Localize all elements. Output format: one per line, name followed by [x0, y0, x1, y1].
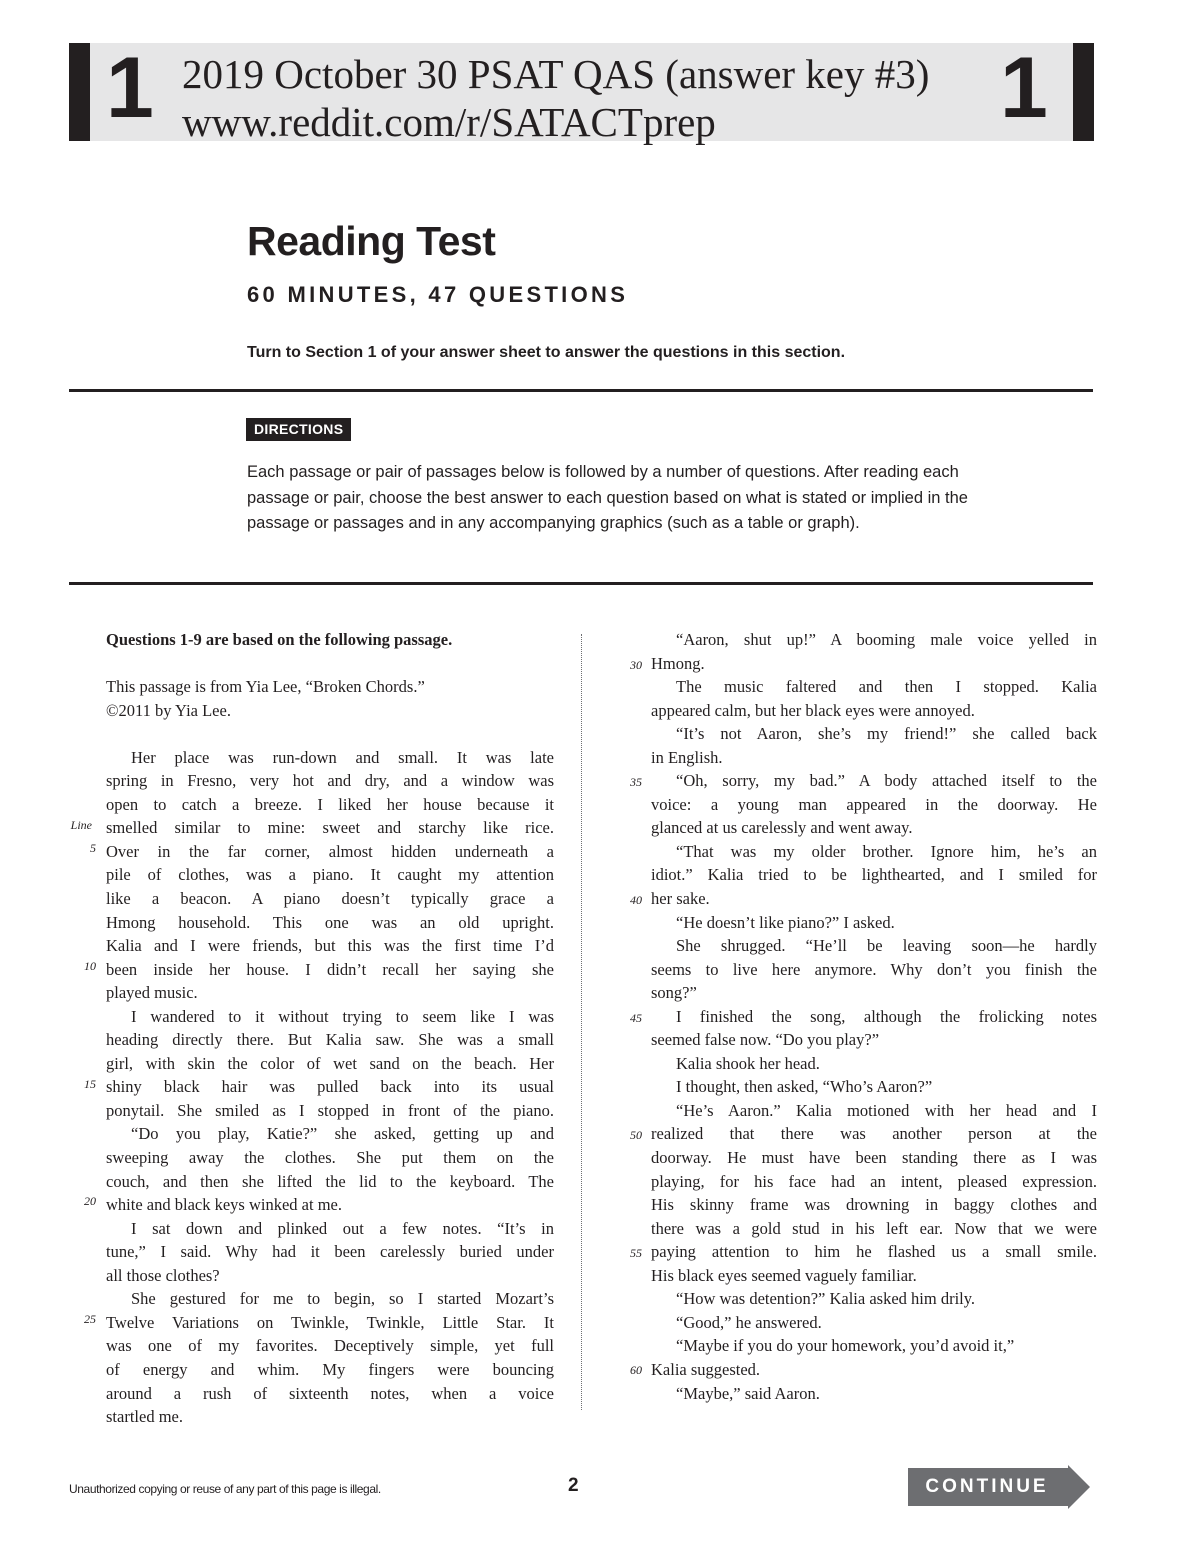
passage-line: She shrugged. “He’ll be leaving soon—he hardly [676, 936, 1097, 956]
line-number: 35 [630, 775, 642, 789]
header-title-line-2: www.reddit.com/r/SATACTprep [182, 99, 716, 145]
passage-line: Kalia shook her head. [676, 1053, 820, 1073]
passage-line: been inside her house. I didn’t recall her saying she [106, 959, 554, 979]
passage-line: Her place was run-down and small. It was late [131, 747, 554, 767]
passage-line: doorway. He must have been standing there as I was [651, 1148, 1097, 1168]
passage-line: “He doesn’t like piano?” I asked. [676, 912, 895, 932]
spacer [106, 652, 554, 676]
line-number: 45 [630, 1011, 642, 1025]
header-bar-right [1073, 43, 1094, 141]
passage-line: white and black keys winked at me. [106, 1195, 342, 1215]
passage-line: seemed false now. “Do you play?” [651, 1030, 880, 1050]
passage-line: in English. [651, 747, 723, 767]
passage-line: glanced at us carelessly and went away. [651, 818, 913, 838]
passage-line: “Good,” he answered. [676, 1312, 822, 1332]
passage-line: ponytail. She smiled as I stopped in front of the piano. [106, 1100, 554, 1120]
passage-line: paying attention to him he flashed us a small smile. [651, 1242, 1097, 1262]
continue-label: CONTINUE [925, 1476, 1049, 1497]
passage-line: open to catch a breeze. I liked her house because it [106, 794, 554, 814]
passage-line: her sake. [651, 889, 710, 909]
section-instruction: Turn to Section 1 of your answer sheet to answer the questions in this section. [247, 344, 846, 361]
passage-line: there was a gold stud in his left ear. Now that we were [651, 1218, 1097, 1238]
divider-rule-bottom [69, 582, 1093, 585]
line-number: 50 [630, 1128, 642, 1142]
directions-badge: DIRECTIONS [246, 418, 351, 441]
passage-source-line-2: ©2011 by Yia Lee. [106, 700, 231, 720]
passage-line: His black eyes seemed vaguely familiar. [651, 1265, 917, 1285]
passage-line: played music. [106, 983, 198, 1003]
passage-line: seems to live here anymore. Why don’t you finish the [651, 959, 1097, 979]
passage-line: Hmong household. This one was an old upright. [106, 912, 554, 932]
passage-line: realized that there was another person at the [651, 1124, 1097, 1144]
spacer [106, 722, 554, 746]
line-number: 60 [630, 1363, 642, 1377]
header-bar-left [69, 43, 90, 141]
passage-line: Over in the far corner, almost hidden underneath a [106, 841, 554, 861]
header-title-line-1: 2019 October 30 PSAT QAS (answer key #3) [182, 51, 930, 97]
passage-line: idiot.” Kalia tried to be lighthearted, and I smiled for [651, 865, 1097, 885]
passage-line: Kalia and I were friends, but this was the first time I’d [106, 936, 554, 956]
passage-source-line-1: This passage is from Yia Lee, “Broken Chords.” [106, 677, 425, 697]
line-number: 40 [630, 893, 642, 907]
questions-header: Questions 1-9 are based on the following passage. [106, 630, 453, 649]
passage-line: appeared calm, but her black eyes were annoyed. [651, 700, 975, 720]
passage-line: pile of clothes, was a piano. It caught my attention [106, 865, 554, 885]
passage-line: was one of my favorites. Deceptively simple, yet full [106, 1336, 554, 1356]
passage-column-left [106, 628, 554, 1429]
passage-line: “How was detention?” Kalia asked him drily. [676, 1289, 976, 1309]
passage-line: The music faltered and then I stopped. Kalia [676, 677, 1097, 697]
passage-line: His skinny frame was drowning in baggy clothes and [651, 1195, 1097, 1215]
passage-line: “It’s not Aaron, she’s my friend!” she called back [676, 724, 1097, 744]
passage-line: of energy and whim. My fingers were bouncing [106, 1359, 554, 1379]
test-subtitle: 60 MINUTES, 47 QUESTIONS [247, 282, 629, 307]
page-number: 2 [568, 1475, 579, 1496]
passage-line: “Aaron, shut up!” A booming male voice yelled in [676, 630, 1097, 649]
line-number: 30 [630, 658, 642, 672]
test-title: Reading Test [247, 218, 496, 264]
passage-line: spring in Fresno, very hot and dry, and a window was [106, 771, 554, 791]
passage-line: Twelve Variations on Twinkle, Twinkle, Little Star. It [106, 1312, 554, 1332]
passage-line: song?” [651, 983, 697, 1003]
directions-text: Each passage or pair of passages below is followed by a number of questions. After reading each passage or pair, choose the best answer to each question based on what is stated or implied in the passage or passages and in any accompanying graphics (such as a table or graph). [247, 463, 968, 532]
passage-line: voice: a young man appeared in the doorway. He [651, 794, 1097, 814]
passage-line: heading directly there. But Kalia saw. She was a small [106, 1030, 554, 1050]
passage-line: couch, and then she lifted the lid to the keyboard. The [106, 1171, 554, 1191]
passage-line: all those clothes? [106, 1265, 220, 1285]
passage-line: “Do you play, Katie?” she asked, getting up and [131, 1124, 554, 1144]
passage-line: shiny black hair was pulled back into its usual [106, 1077, 554, 1097]
passage-line: girl, with skin the color of wet sand on the beach. Her [106, 1053, 554, 1073]
column-divider [581, 634, 582, 1410]
passage-line: I thought, then asked, “Who’s Aaron?” [676, 1077, 933, 1097]
divider-rule-top [69, 389, 1093, 392]
passage-line: startled me. [106, 1407, 183, 1427]
passage-line: smelled similar to mine: sweet and starchy like rice. [106, 818, 554, 838]
line-number: 55 [630, 1246, 642, 1260]
line-number: 10 [84, 959, 96, 973]
copyright-notice: Unauthorized copying or reuse of any part of this page is illegal. [69, 1482, 381, 1496]
passage-line: I wandered to it without trying to seem like I was [131, 1006, 554, 1026]
passage-line: I finished the song, although the frolicking notes [676, 1006, 1097, 1026]
passage-line: “He’s Aaron.” Kalia motioned with her head and I [676, 1100, 1097, 1120]
line-number: 5 [90, 841, 96, 855]
line-label: Line [70, 818, 92, 832]
passage-line: “Maybe,” said Aaron. [676, 1383, 820, 1403]
passage-column-right [651, 628, 1097, 1405]
passage-line: Kalia suggested. [651, 1359, 761, 1379]
passage-line: around a rush of sixteenth notes, when a voice [106, 1383, 554, 1403]
section-number-left: 1 [106, 40, 154, 136]
passage-line: I sat down and plinked out a few notes. “It’s in [131, 1218, 554, 1238]
passage-line: Hmong. [651, 653, 705, 673]
line-number: 20 [84, 1194, 96, 1208]
passage-line: “That was my older brother. Ignore him, he’s an [676, 841, 1097, 861]
passage-line: playing, for his face had an intent, pleased expression. [651, 1171, 1097, 1191]
passage-line: “Maybe if you do your homework, you’d avoid it,” [676, 1336, 1015, 1356]
passage-line: She gestured for me to begin, so I started Mozart’s [131, 1289, 554, 1309]
line-number: 15 [84, 1077, 96, 1091]
line-number: 25 [84, 1312, 96, 1326]
passage-line: sweeping away the clothes. She put them on the [106, 1148, 554, 1168]
passage-line: tune,” I said. Why had it been carelessly buried under [106, 1242, 554, 1262]
passage-line: like a beacon. A piano doesn’t typically grace a [106, 889, 554, 909]
section-number-right: 1 [1000, 40, 1048, 136]
passage-line: “Oh, sorry, my bad.” A body attached itself to the [676, 771, 1097, 791]
